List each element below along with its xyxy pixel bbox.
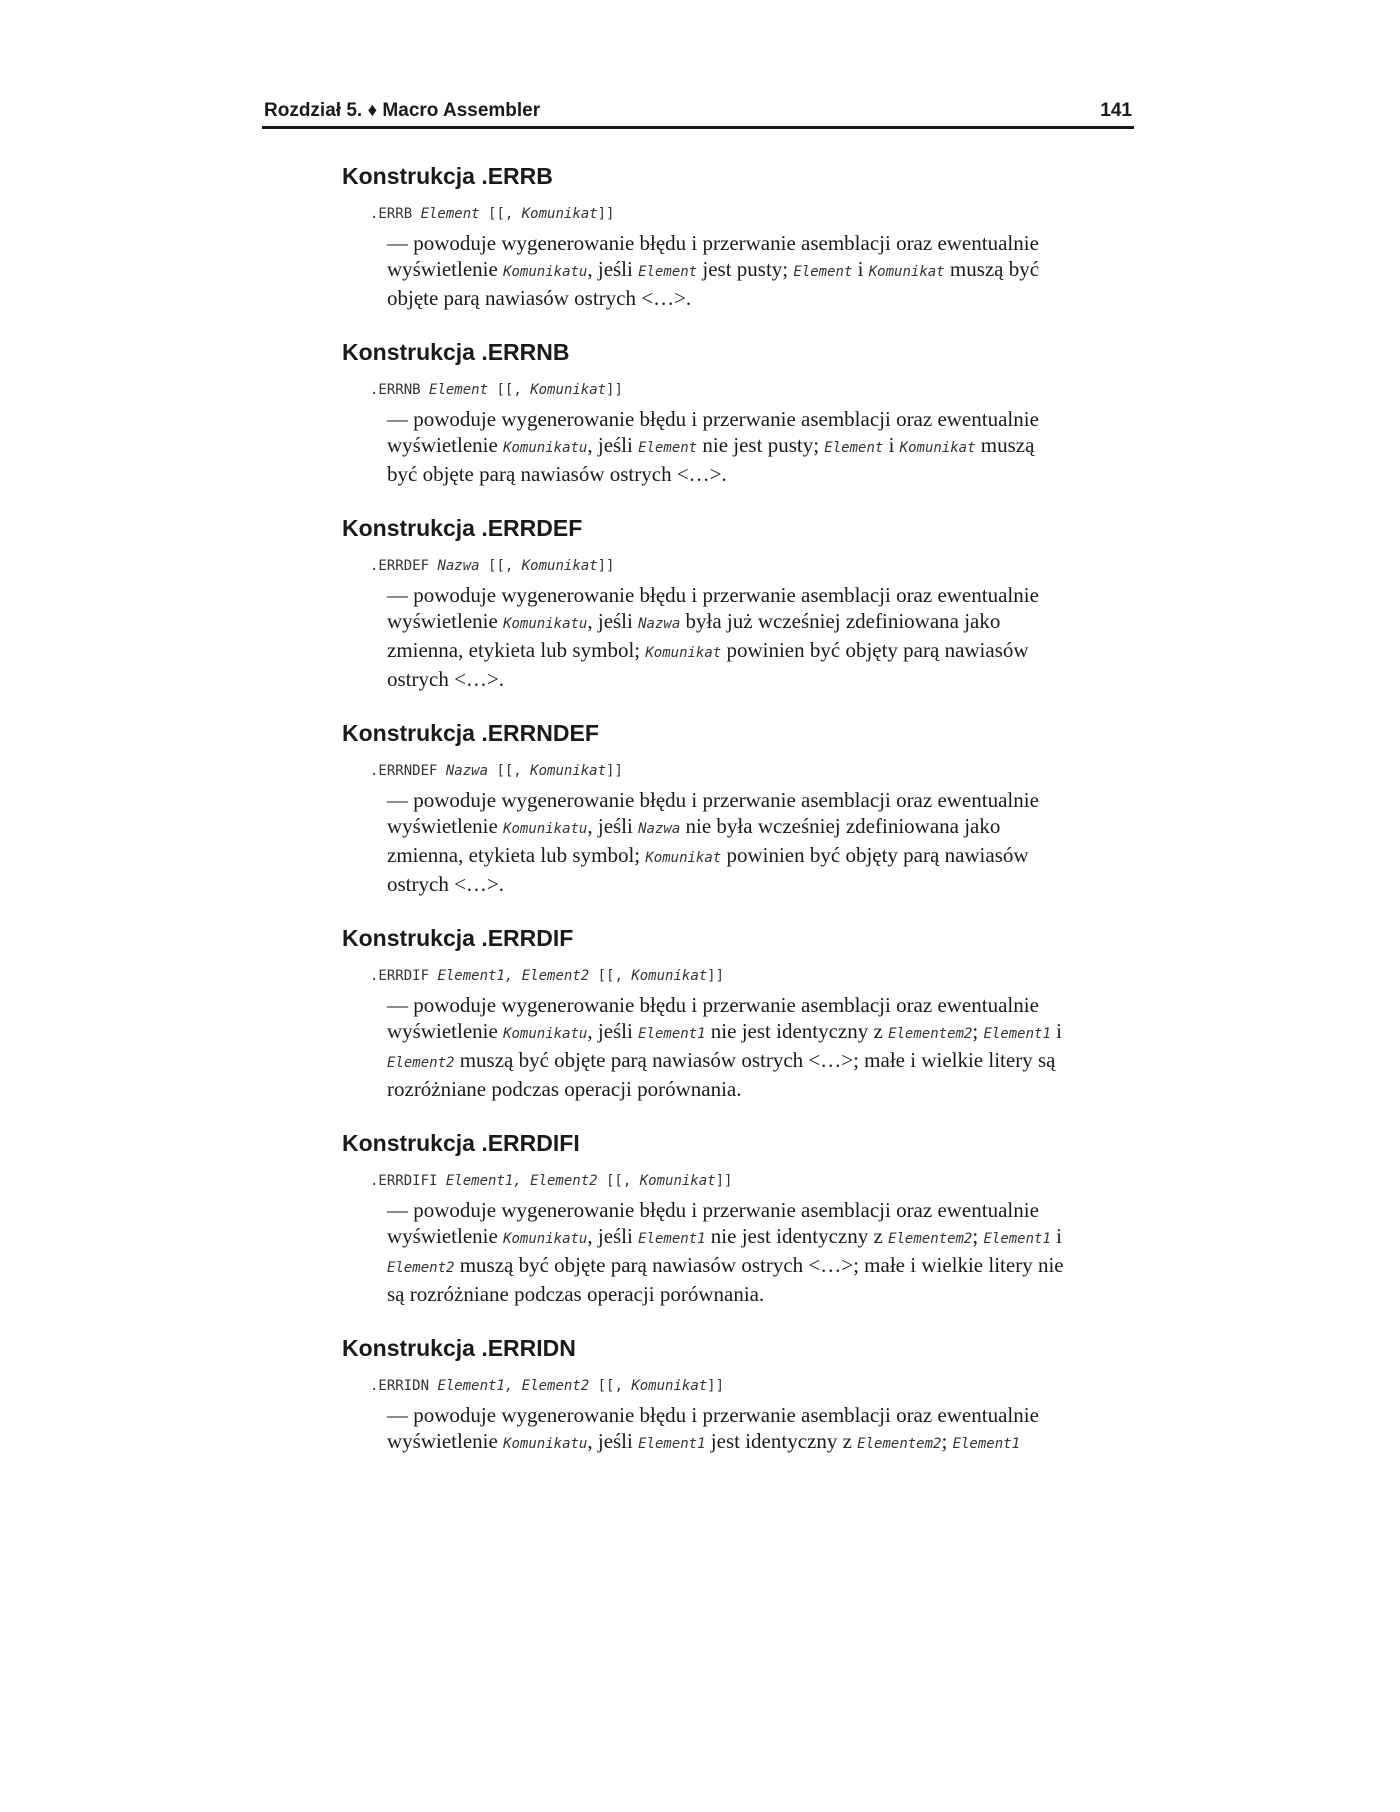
section-heading: Konstrukcja .ERRDIFI (342, 1130, 580, 1156)
code-term: Elementem2 (888, 1026, 973, 1042)
syntax-line (370, 1376, 1102, 1396)
section-heading: Konstrukcja .ERRNDEF (342, 720, 599, 746)
text-run: , jeśli (587, 609, 639, 633)
page-number: 141 (1100, 100, 1132, 121)
code-term: Elementem2 (857, 1436, 942, 1452)
text-run: ]] (715, 1173, 733, 1189)
text-run: [[, (589, 1378, 632, 1394)
code-term: Element1 (983, 1026, 1051, 1042)
text-run: muszą być objęte parą nawiasów ostrych <…>. (387, 257, 1040, 310)
text-run: jest pusty; (697, 257, 794, 281)
text-run: .ERRDEF (370, 558, 438, 574)
text-run: , jeśli (587, 1429, 639, 1453)
text-run: .ERRDIF (370, 968, 438, 984)
text-run: muszą być objęte parą nawiasów ostrych <…>; małe i wielkie litery są rozróżniane podczas operacji porównania. (387, 1048, 1056, 1101)
section (342, 1334, 1102, 1457)
code-term: Komunikatu (503, 1026, 588, 1042)
text-run: ]] (606, 382, 623, 398)
page-content (342, 162, 1102, 1484)
description-paragraph (387, 787, 1067, 897)
text-run: — powoduje wygenerowanie błędu i przerwanie asemblacji oraz ewentualnie wyświetlenie (387, 407, 1039, 457)
code-term: Element1 (638, 1026, 706, 1042)
text-run: , jeśli (587, 433, 639, 457)
code-term: Komunikat (645, 850, 722, 866)
code-term: Element1 (983, 1231, 1051, 1247)
text-run: — powoduje wygenerowanie błędu i przerwanie asemblacji oraz ewentualnie wyświetlenie (387, 788, 1039, 838)
section (342, 1129, 1102, 1307)
text-run: ; (941, 1429, 953, 1453)
code-term: Element (824, 440, 884, 456)
code-term: Element (429, 382, 489, 398)
code-term: Nazwa (638, 616, 681, 632)
code-term: Elementem2 (888, 1231, 973, 1247)
code-term: Element1, Element2 (437, 1378, 590, 1394)
text-run: ]] (707, 1378, 725, 1394)
text-run: nie była wcześniej zdefiniowana jako zmienna, etykieta lub symbol; (387, 814, 1001, 867)
text-run: [[, (488, 382, 531, 398)
section-heading: Konstrukcja .ERRIDN (342, 1335, 576, 1361)
text-run: — powoduje wygenerowanie błędu i przerwanie asemblacji oraz ewentualnie wyświetlenie (387, 1198, 1039, 1248)
section (342, 162, 1102, 311)
syntax-line (370, 1171, 1102, 1191)
code-term: Komunikatu (503, 264, 588, 280)
text-run: — powoduje wygenerowanie błędu i przerwanie asemblacji oraz ewentualnie wyświetlenie (387, 231, 1039, 281)
text-run: — powoduje wygenerowanie błędu i przerwanie asemblacji oraz ewentualnie wyświetlenie (387, 1403, 1039, 1453)
text-run: , jeśli (587, 257, 639, 281)
code-term: Element1 (638, 1231, 706, 1247)
code-term: Element (638, 264, 698, 280)
text-run: [[, (479, 206, 522, 222)
code-term: Komunikat (868, 264, 945, 280)
code-term: Komunikat (639, 1173, 716, 1189)
syntax-line (370, 380, 1102, 400)
text-run: powinien być objęty parą nawiasów ostrych <…>. (387, 843, 1029, 896)
text-run: .ERRB (370, 206, 421, 222)
text-run: nie jest pusty; (697, 433, 825, 457)
text-run: nie jest identyczny z (705, 1019, 889, 1043)
text-run: , jeśli (587, 1019, 639, 1043)
code-term: Element2 (387, 1055, 455, 1071)
section (342, 514, 1102, 692)
text-run: , jeśli (587, 1224, 639, 1248)
code-term: Element (638, 440, 698, 456)
code-term: Komunikatu (503, 1436, 588, 1452)
text-run: [[, (589, 968, 632, 984)
code-term: Element1 (638, 1436, 706, 1452)
syntax-line (370, 966, 1102, 986)
description-paragraph (387, 1197, 1067, 1307)
code-term: Nazwa (445, 763, 489, 779)
code-term: Element1, Element2 (437, 968, 590, 984)
code-term: Element1, Element2 (445, 1173, 598, 1189)
text-run: ]] (606, 763, 623, 779)
description-paragraph (387, 406, 1067, 487)
text-run: ; (972, 1224, 984, 1248)
code-term: Komunikatu (503, 821, 588, 837)
text-run: muszą być objęte parą nawiasów ostrych <…>. (387, 433, 1035, 486)
syntax-line (370, 556, 1102, 576)
text-run: ; (972, 1019, 984, 1043)
section-heading: Konstrukcja .ERRNB (342, 339, 570, 365)
code-term: Element (793, 264, 853, 280)
description-paragraph (387, 1402, 1067, 1457)
text-run: .ERRNB (370, 382, 430, 398)
code-term: Element2 (387, 1260, 455, 1276)
code-term: Komunikat (530, 382, 607, 398)
text-run: .ERRNDEF (370, 763, 446, 779)
section-heading: Konstrukcja .ERRDIF (342, 925, 574, 951)
page-header (262, 96, 1134, 129)
text-run: — powoduje wygenerowanie błędu i przerwanie asemblacji oraz ewentualnie wyświetlenie (387, 583, 1039, 633)
description-paragraph (387, 230, 1067, 311)
text-run: jest identyczny z (705, 1429, 858, 1453)
code-term: Komunikatu (503, 616, 588, 632)
code-term: Komunikatu (503, 1231, 588, 1247)
code-term: Element1 (952, 1436, 1020, 1452)
text-run: i (1050, 1019, 1062, 1043)
text-run: [[, (597, 1173, 640, 1189)
code-term: Element (420, 206, 480, 222)
text-run: i (852, 257, 869, 281)
description-paragraph (387, 582, 1067, 692)
section-heading: Konstrukcja .ERRB (342, 163, 553, 189)
text-run: powinien być objęty parą nawiasów ostrych <…>. (387, 638, 1029, 691)
section-heading: Konstrukcja .ERRDEF (342, 515, 583, 541)
text-run: muszą być objęte parą nawiasów ostrych <…>; małe i wielkie litery nie są rozróżniane podczas operacji porównania. (387, 1253, 1064, 1306)
text-run: , jeśli (587, 814, 639, 838)
text-run: .ERRIDN (370, 1378, 438, 1394)
section (342, 338, 1102, 487)
text-run: była już wcześniej zdefiniowana jako zmienna, etykieta lub symbol; (387, 609, 1001, 662)
code-term: Komunikat (521, 206, 598, 222)
code-term: Komunikat (645, 645, 722, 661)
text-run: ]] (707, 968, 725, 984)
section (342, 719, 1102, 897)
code-term: Nazwa (638, 821, 681, 837)
text-run: i (883, 433, 900, 457)
text-run: [[, (488, 763, 531, 779)
text-run: .ERRDIFI (370, 1173, 446, 1189)
text-run: i (1050, 1224, 1062, 1248)
code-term: Komunikat (631, 1378, 708, 1394)
syntax-line (370, 204, 1102, 224)
code-term: Nazwa (437, 558, 480, 574)
syntax-line (370, 761, 1102, 781)
code-term: Komunikat (521, 558, 598, 574)
text-run: ]] (597, 558, 615, 574)
code-term: Komunikat (631, 968, 708, 984)
text-run: ]] (597, 206, 615, 222)
text-run: — powoduje wygenerowanie błędu i przerwanie asemblacji oraz ewentualnie wyświetlenie (387, 993, 1039, 1043)
code-term: Komunikat (899, 440, 976, 456)
code-term: Komunikat (530, 763, 607, 779)
description-paragraph (387, 992, 1067, 1102)
section (342, 924, 1102, 1102)
text-run: [[, (479, 558, 522, 574)
text-run: nie jest identyczny z (705, 1224, 889, 1248)
running-head: Rozdział 5. ♦ Macro Assembler (264, 100, 541, 121)
code-term: Komunikatu (503, 440, 588, 456)
